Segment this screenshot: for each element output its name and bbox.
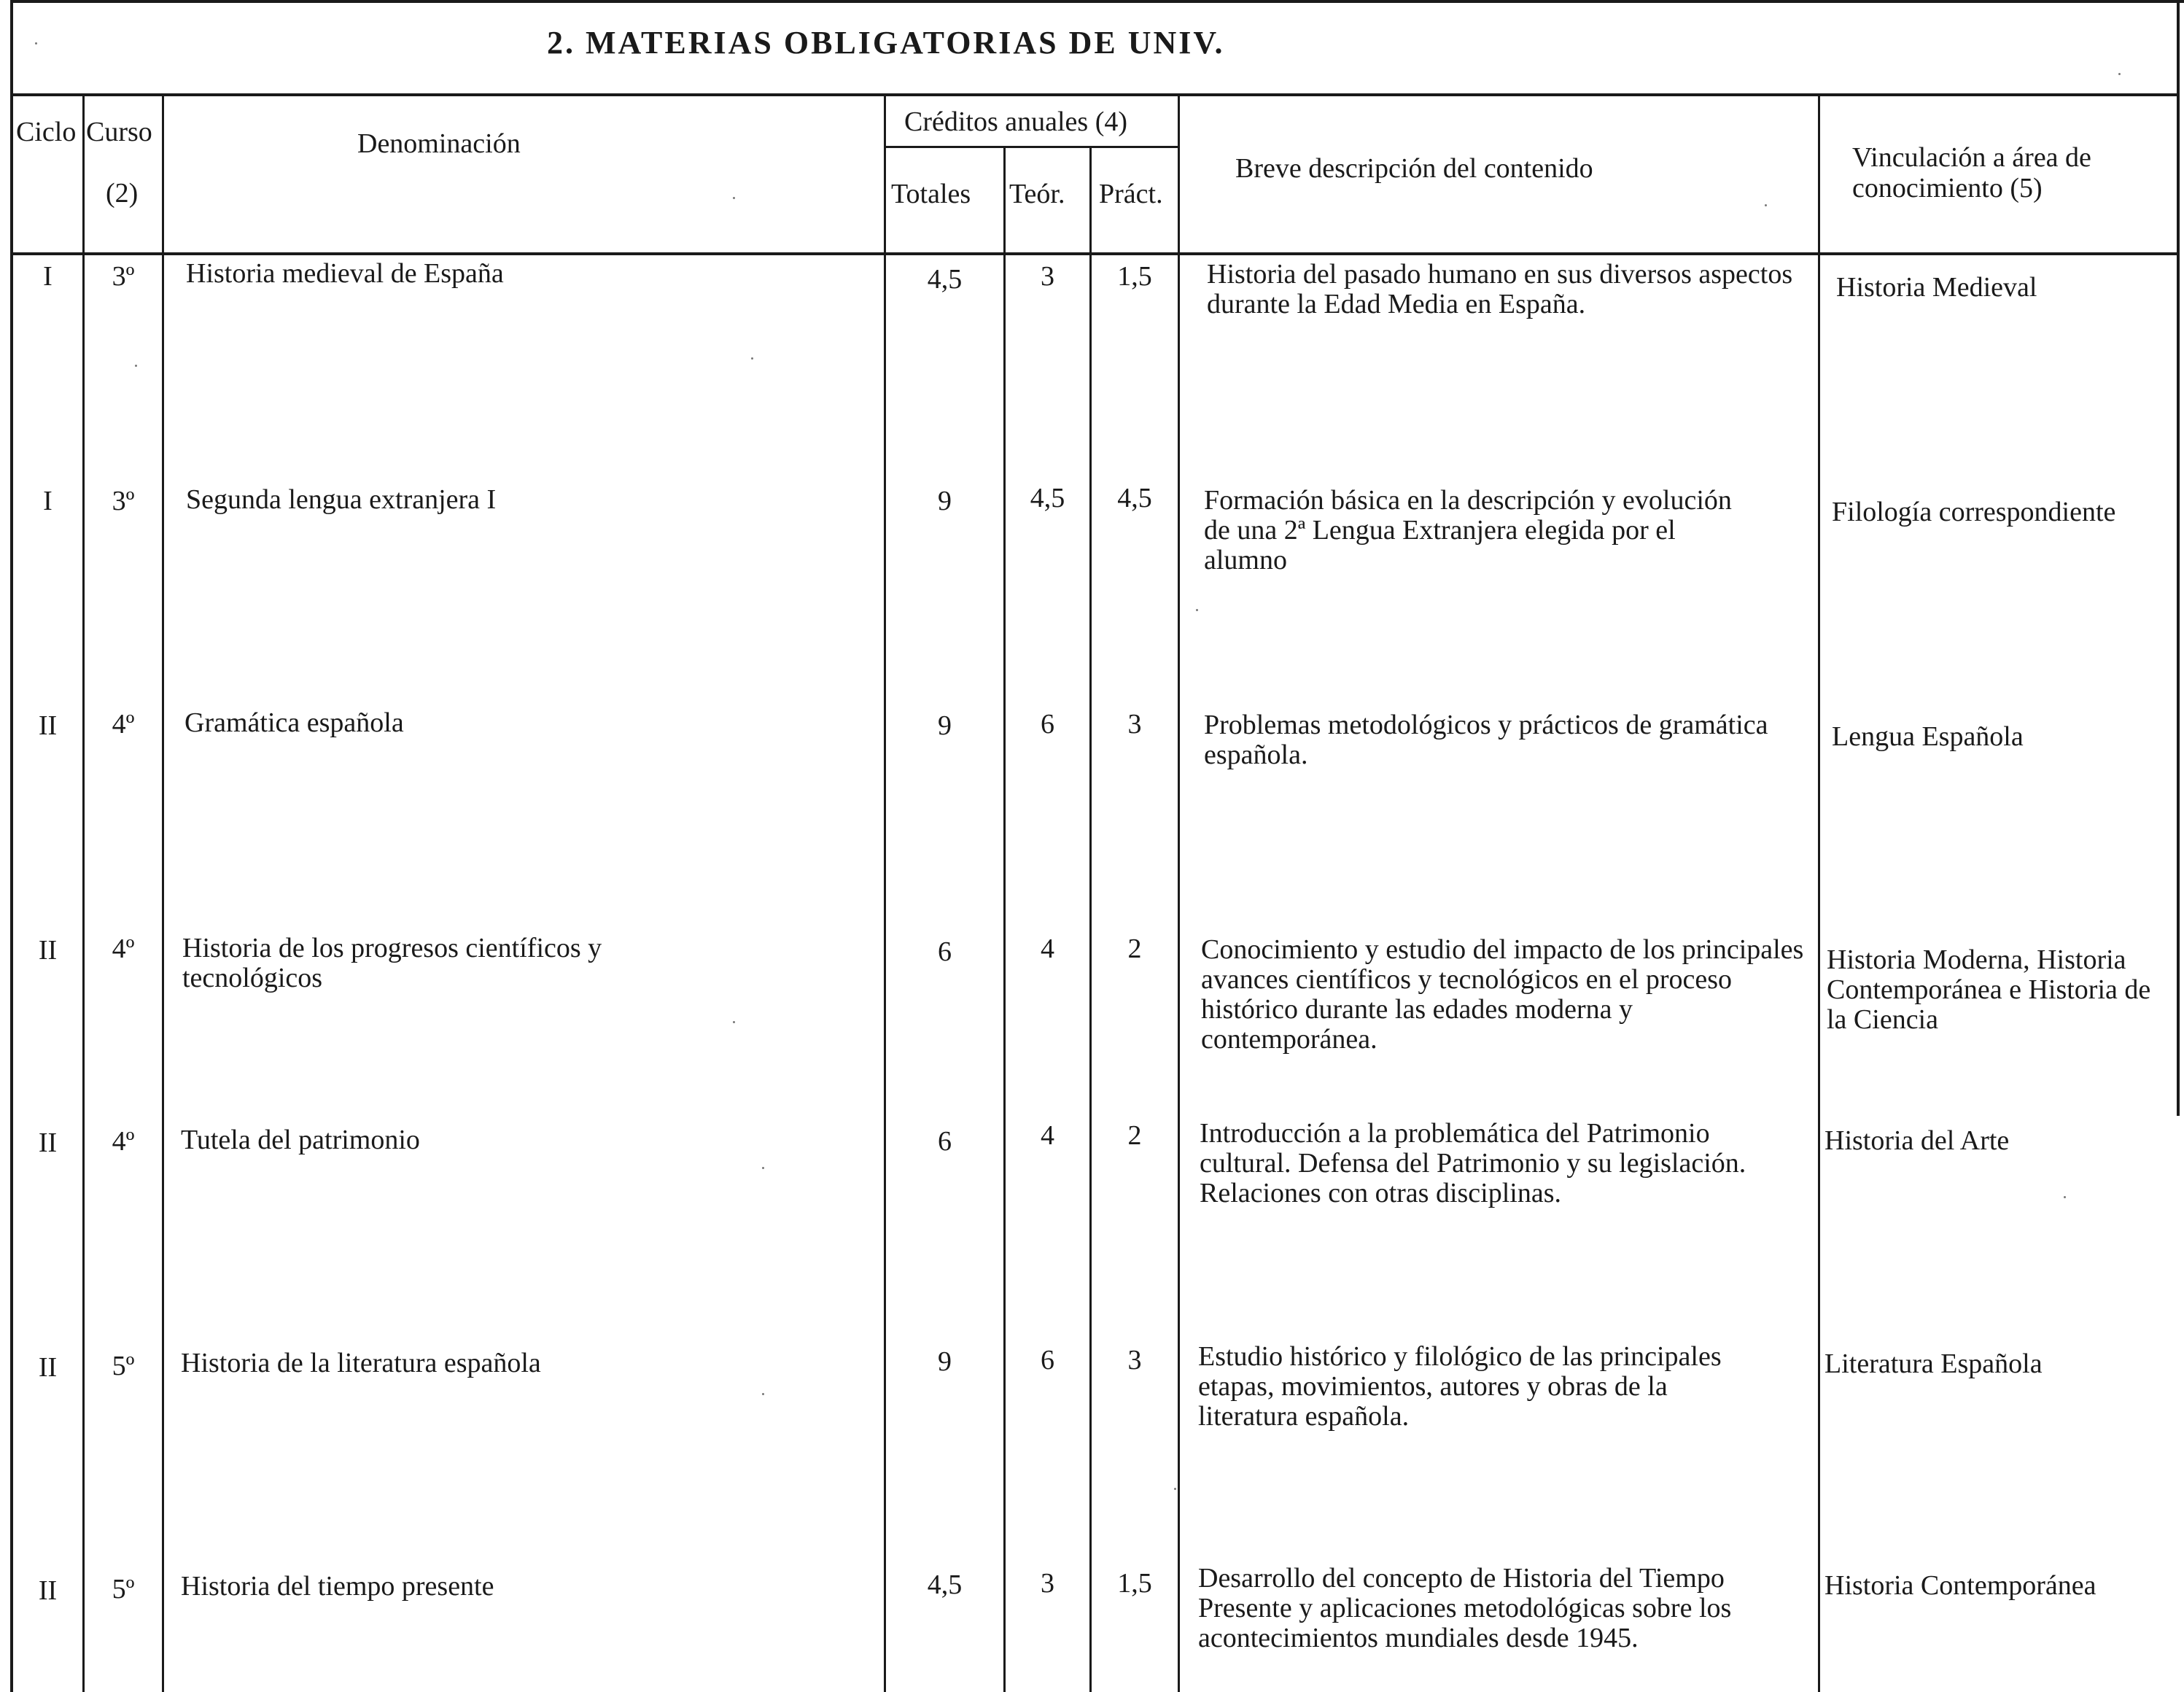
table-title: 2. MATERIAS OBLIGATORIAS DE UNIV.	[547, 25, 1225, 61]
row-denominacion: Historia de la literatura española	[181, 1348, 541, 1378]
header-descripcion: Breve descripción del contenido	[1235, 153, 1593, 184]
header-teor: Teór.	[1009, 179, 1065, 209]
row-curso: 3º	[112, 261, 135, 292]
row-area: Historia Contemporánea	[1824, 1570, 2096, 1601]
scan-speck	[751, 357, 753, 360]
row-totales: 6	[938, 936, 952, 967]
scan-speck	[1196, 609, 1198, 611]
col-sep-descripcion-vinculacion	[1818, 95, 1820, 1692]
row-ciclo: II	[38, 1352, 58, 1383]
header-pract: Práct.	[1099, 179, 1163, 209]
row-ciclo: II	[38, 710, 58, 741]
row-curso: 4º	[112, 934, 135, 964]
col-sep-denominacion-totales	[884, 95, 886, 1692]
row-totales: 9	[938, 710, 952, 741]
row-curso: 5º	[112, 1351, 135, 1381]
col-sep-totales-teor	[1003, 147, 1006, 1692]
scan-speck	[1765, 204, 1767, 206]
scan-speck	[2118, 73, 2121, 75]
scan-speck	[135, 365, 137, 367]
row-teor: 6	[1041, 1345, 1054, 1375]
row-pract: 3	[1127, 1345, 1142, 1375]
row-curso: 4º	[112, 709, 135, 740]
row-teor: 3	[1041, 1568, 1054, 1599]
row-totales: 9	[938, 486, 952, 516]
row-teor: 4	[1041, 934, 1054, 964]
row-area: Lengua Española	[1832, 721, 2024, 752]
row-ciclo: II	[38, 935, 58, 966]
row-denominacion: Segunda lengua extranjera I	[186, 484, 497, 515]
row-pract: 2	[1127, 1120, 1142, 1151]
scan-speck	[733, 197, 735, 199]
row-descripcion: Estudio histórico y filológico de las principales etapas, movimientos, autores y obras de la literatura española.	[1198, 1341, 1722, 1432]
row-ciclo: II	[38, 1575, 58, 1606]
col-sep-curso-denominacion	[162, 95, 164, 1692]
row-totales: 9	[938, 1346, 952, 1377]
row-curso: 3º	[112, 486, 135, 516]
row-totales: 6	[938, 1126, 952, 1157]
row-totales: 4,5	[927, 264, 963, 295]
row-curso: 5º	[112, 1574, 135, 1604]
row-totales: 4,5	[927, 1569, 963, 1600]
row-denominacion: Historia del tiempo presente	[181, 1571, 494, 1602]
col-sep-pract-descripcion	[1178, 95, 1180, 1692]
row-area: Filología correspondiente	[1832, 497, 2116, 527]
col-sep-teor-pract	[1089, 147, 1092, 1692]
row-ciclo: II	[38, 1128, 58, 1158]
row-denominacion: Tutela del patrimonio	[181, 1125, 420, 1155]
scan-speck	[762, 1393, 764, 1395]
row-descripcion: Conocimiento y estudio del impacto de los principales avances científicos y tecnológicos en el proceso histórico durante las edades moderna y contemporánea.	[1201, 934, 1804, 1055]
scan-speck	[762, 1167, 764, 1169]
header-ciclo: Ciclo	[16, 117, 77, 147]
header-curso-note: (2)	[106, 178, 139, 209]
scan-speck	[2064, 1196, 2066, 1198]
row-pract: 2	[1127, 934, 1142, 964]
header-creditos: Créditos anuales (4)	[904, 106, 1128, 137]
row-teor: 4	[1041, 1120, 1054, 1151]
creditos-subheader-line	[885, 146, 1180, 148]
row-pract: 3	[1127, 709, 1142, 740]
row-teor: 3	[1041, 261, 1054, 292]
row-denominacion: Historia de los progresos científicos y tecnológicos	[182, 933, 602, 993]
header-separator	[10, 252, 2180, 255]
border-right	[2177, 0, 2180, 1116]
row-descripcion: Problemas metodológicos y prácticos de gramática española.	[1204, 710, 1768, 770]
scan-speck	[35, 42, 37, 44]
row-descripcion: Formación básica en la descripción y evolución de una 2ª Lengua Extranjera elegida por el alumno	[1204, 485, 1732, 575]
scan-speck	[1174, 1488, 1176, 1490]
scan-speck	[733, 1021, 735, 1023]
row-area: Historia del Arte	[1824, 1125, 2010, 1156]
row-pract: 4,5	[1117, 483, 1152, 513]
row-teor: 6	[1041, 709, 1054, 740]
header-vinculacion: Vinculación a área de conocimiento (5)	[1852, 142, 2091, 203]
row-descripcion: Historia del pasado humano en sus diversos aspectos durante la Edad Media en España.	[1207, 259, 1793, 319]
col-sep-ciclo-curso	[82, 95, 85, 1692]
title-separator	[10, 93, 2180, 96]
row-ciclo: I	[43, 261, 53, 292]
row-descripcion: Desarrollo del concepto de Historia del Tiempo Presente y aplicaciones metodológicas sobre los acontecimientos mundiales desde 1945.	[1198, 1563, 1732, 1653]
row-area: Historia Medieval	[1836, 272, 2037, 303]
row-pract: 1,5	[1117, 1568, 1152, 1599]
border-top	[10, 0, 2184, 3]
row-denominacion: Historia medieval de España	[186, 258, 504, 289]
header-denominacion: Denominación	[357, 128, 521, 159]
row-area: Literatura Española	[1824, 1348, 2043, 1379]
row-ciclo: I	[43, 486, 53, 516]
row-denominacion: Gramática española	[184, 707, 404, 738]
row-pract: 1,5	[1117, 261, 1152, 292]
row-descripcion: Introducción a la problemática del Patrimonio cultural. Defensa del Patrimonio y su legislación. Relaciones con otras disciplinas.	[1200, 1118, 1746, 1208]
row-teor: 4,5	[1030, 483, 1065, 513]
header-curso: Curso	[86, 117, 152, 147]
row-area: Historia Moderna, Historia Contemporánea e Historia de la Ciencia	[1827, 944, 2151, 1035]
row-curso: 4º	[112, 1126, 135, 1157]
header-totales: Totales	[891, 179, 971, 209]
